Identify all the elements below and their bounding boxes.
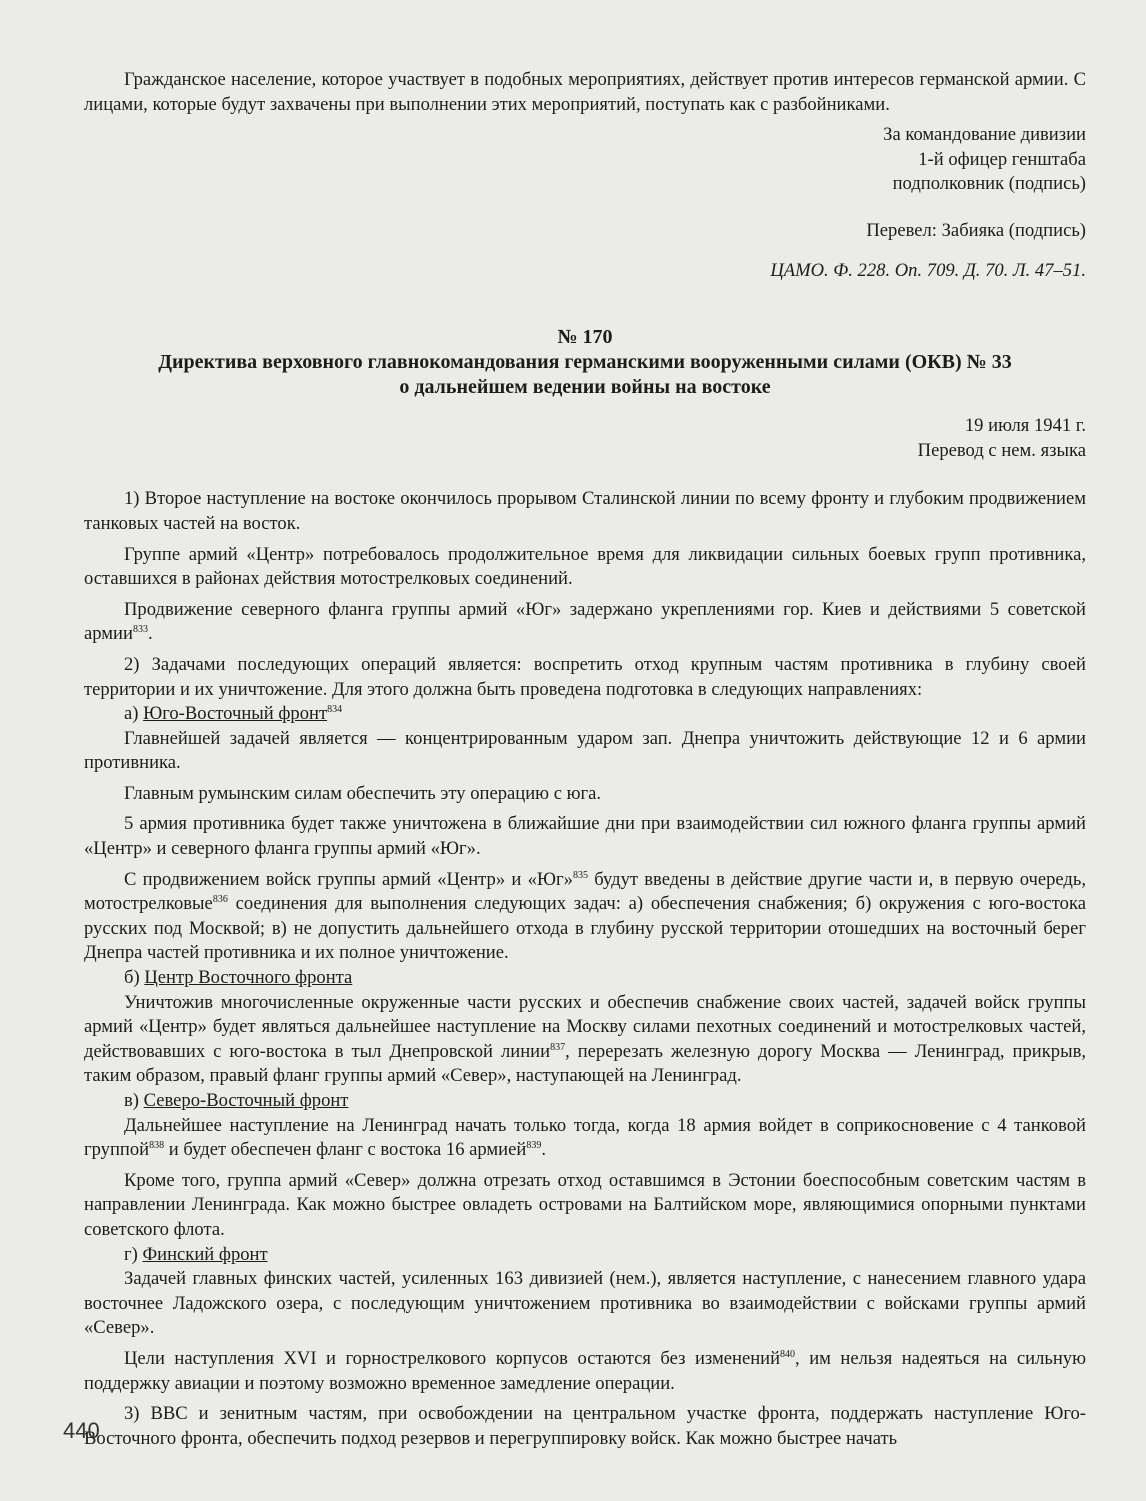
paragraph-3-text: Продвижение северного фланга группы армий «Юг» задержано укреплениями гор. Киев и действиями 5 советской армии [84, 598, 1086, 645]
paragraph-7: 5 армия противника будет также уничтожена в ближайшие дни при взаимодействии сил южного фланга группы армий «Центр» и северного фланга группы армий «Юг». [84, 813, 1086, 860]
section-a-prefix: а) [124, 703, 144, 725]
paragraph-4: 2) Задачами последующих операций является: воспретить отход крупным частям противника в глубину своей территории и их уничтожение. Для этого должна быть проведена подготовка в следующих направлениях: [84, 653, 1086, 700]
section-c-heading [84, 1089, 1086, 1114]
document-title-line-1: Директива верховного главнокомандования германскими вооруженными силами (ОКВ) № 33 [158, 351, 1012, 374]
translation-note: Перевод с нем. языка [917, 439, 1086, 461]
footnote-833: 833 [132, 624, 148, 636]
section-a-heading [84, 702, 1086, 727]
paragraph-8 [84, 868, 1086, 966]
paragraph-12: Задачей главных финских частей, усиленных 163 дивизией (нем.), является наступление, с нанесением главного удара восточнее Ладожского озера, с последующим уничтожением противника во взаимодействии с войсками группы армий «Север». [84, 1268, 1086, 1339]
section-b-title: Центр Восточного фронта [144, 967, 353, 989]
paragraph-11: Кроме того, группа армий «Север» должна отрезать отход оставшимся в Эстонии боеспособным советским частям в направлении Ленинграда. Как можно быстрее овладеть островами на Балтийском море, являющимися опорными пунктами советского флота. [84, 1169, 1086, 1240]
footnote-839: 839 [526, 1140, 542, 1152]
section-b-prefix: б) [124, 967, 145, 989]
paragraph-2: Группе армий «Центр» потребовалось продолжительное время для ликвидации сильных боевых групп противника, оставшихся в районах действия мотострелковых соединений. [84, 543, 1086, 590]
signature-line-2: 1-й офицер генштаба [918, 148, 1086, 170]
footnote-835: 835 [572, 869, 588, 881]
footnote-836: 836 [212, 894, 228, 906]
paragraph-1: 1) Второе наступление на востоке окончилось прорывом Сталинской линии по всему фронту и глубоким продвижением танковых частей на восток. [84, 488, 1086, 534]
section-d-title: Финский фронт [142, 1243, 268, 1265]
paragraph-13-part-a: Цели наступления XVI и горнострелкового корпусов остаются без изменений [124, 1347, 781, 1369]
page-content [84, 68, 1086, 1451]
paragraph-6: Главным румынским силам обеспечить эту операцию с юга. [124, 782, 602, 804]
paragraph-9 [84, 991, 1086, 1089]
document-title-line-2: о дальнейшем ведении войны на востоке [399, 376, 771, 399]
paragraph-3-end: . [147, 623, 153, 645]
intro-paragraph: Гражданское население, которое участвует в подобных мероприятиях, действует против интересов германской армии. С лицами, которые будут захвачены при выполнении этих мероприятий, поступать как с разбойниками. [84, 69, 1086, 115]
paragraph-8-part-a: С продвижением войск группы армий «Центр» и «Юг» [124, 868, 573, 890]
paragraph-8-part-c: соединения для выполнения следующих задач: а) обеспечения снабжения; б) окружения с юго-востока русских под Москвой; в) не допустить дальнейшего отхода в глубину русской территории отошедших на восточный берег Днепра частей противника и их полное уничтожение. [84, 893, 1086, 964]
signature-line-1: За командование дивизии [883, 124, 1086, 146]
page-number: 440 [63, 1418, 100, 1443]
document-date: 19 июля 1941 г. [964, 415, 1086, 437]
paragraph-10-part-c: . [541, 1139, 546, 1161]
paragraph-10 [84, 1114, 1086, 1163]
paragraph-10-part-a: Дальнейшее наступление на Ленинград начать только тогда, когда 18 армия войдет в соприкосновение с 4 танковой группой [84, 1114, 1086, 1161]
paragraph-13-part-b: , им нельзя надеяться на сильную поддержку авиации и поэтому возможно временное замедление операции. [84, 1347, 1086, 1394]
section-a-title: Юго-Восточный фронт [143, 703, 328, 725]
footnote-840: 840 [780, 1348, 796, 1360]
paragraph-14: 3) ВВС и зенитным частям, при освобождении на центральном участке фронта, поддержать наступление Юго-Восточного фронта, обеспечить подход резервов и перегруппировку войск. Как можно быстрее начать [84, 1403, 1086, 1449]
footnote-838: 838 [149, 1140, 165, 1152]
section-b-heading [84, 966, 1086, 991]
translator-line: Перевел: Забияка (подпись) [866, 219, 1086, 241]
paragraph-3 [84, 598, 1086, 647]
signature-line-3: подполковник (подпись) [892, 173, 1086, 195]
paragraph-5: Главнейшей задачей является — концентрированным ударом зап. Днепра уничтожить действующие 12 и 6 армии противника. [84, 727, 1086, 774]
section-c-title: Северо-Восточный фронт [143, 1090, 349, 1111]
footnote-834: 834 [327, 704, 343, 716]
archive-reference: ЦАМО. Ф. 228. Оп. 709. Д. 70. Л. 47–51. [770, 259, 1086, 281]
paragraph-9-part-b: , перерезать железную дорогу Москва — Ленинград, прикрыв, таким образом, правый фланг группы армий «Север», наступающей на Ленинград. [84, 1040, 1086, 1087]
section-d-heading [84, 1243, 1086, 1268]
document-number: № 170 [557, 326, 613, 349]
paragraph-9-part-a: Уничтожив многочисленные окруженные части русских и обеспечив снабжение своих частей, задачей войск группы армий «Центр» будет являться дальнейшее наступление на Москву силами пехотных соединений и мотострелковых частей, действовавших с юго-востока в тыл Днепровской линии [84, 991, 1086, 1062]
paragraph-8-part-b: будут введены в действие другие части и, в первую очередь, мотострелковые [84, 868, 1087, 915]
section-c-prefix: в) [124, 1090, 144, 1111]
paragraph-10-part-b: и будет обеспечен фланг с востока 16 армией [164, 1139, 527, 1161]
footnote-837: 837 [550, 1041, 566, 1053]
section-d-prefix: г) [124, 1243, 143, 1265]
paragraph-13 [84, 1347, 1086, 1396]
